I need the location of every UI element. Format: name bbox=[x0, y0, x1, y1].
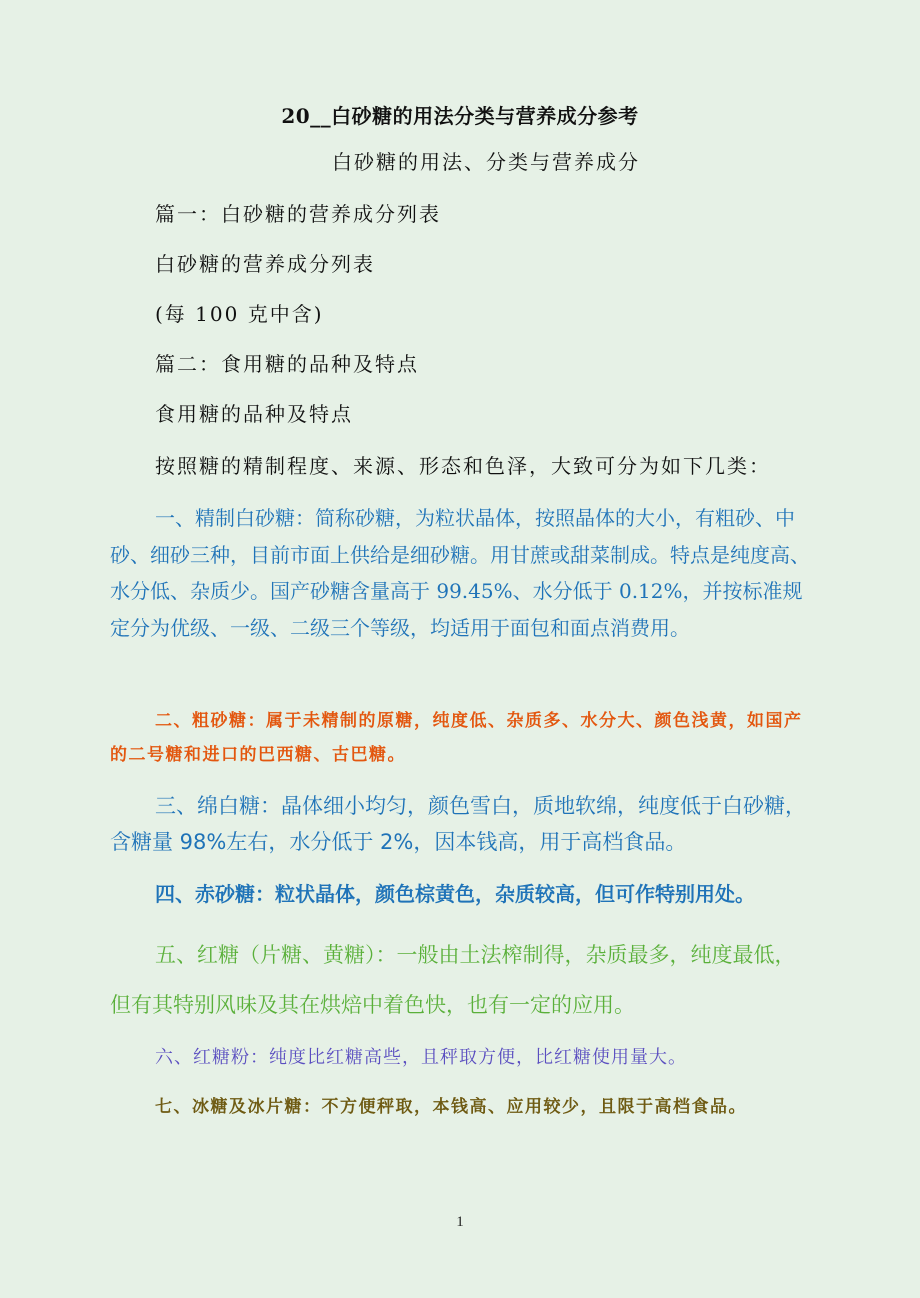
paragraph-rock-sugar: 七、冰糖及冰片糖：不方便秤取，本钱高、应用较少，且限于高档食品。 bbox=[155, 1097, 747, 1117]
intro-sentence: 按照糖的精制程度、来源、形态和色泽，大致可分为如下几类： bbox=[155, 454, 771, 478]
paragraph-refined-white-sugar: 一、精制白砂糖：简称砂糖，为粒状晶体，按照晶体的大小，有粗砂、中砂、细砂三种，目前市面上供给是细砂糖。用甘蔗或甜菜制成。特点是纯度高、水分低、杂质少。国产砂糖含量高于 99.45%、水分低于 0.12%，并按标准规定分为优级、一级、二级三个等级，均适用于面包和面点消费用。 bbox=[110, 506, 810, 640]
page-number: 1 bbox=[456, 1214, 464, 1230]
paragraph-brown-sugar-powder: 六、红糖粉：纯度比红糖高些，且秤取方便，比红糖使用量大。 bbox=[155, 1047, 687, 1068]
paragraph-brown-sugar: 五、红糖（片糖、黄糖）：一般由土法榨制得，杂质最多，纯度最低，但有其特别风味及其在烘焙中着色快，也有一定的应用。 bbox=[110, 943, 796, 1017]
table-note: (每 100 克中含) bbox=[155, 302, 324, 326]
paragraph-soft-white-sugar: 三、绵白糖：晶体细小均匀，颜色雪白，质地软绵，纯度低于白砂糖，含糖量 98%左右，水分低于 2%，因本钱高，用于高档食品。 bbox=[110, 794, 806, 854]
table-caption: 白砂糖的营养成分列表 bbox=[155, 252, 375, 276]
document-subtitle: 白砂糖的用法、分类与营养成分 bbox=[332, 150, 640, 174]
document-title: 20__白砂糖的用法分类与营养成分参考 bbox=[281, 104, 639, 128]
section-heading-2: 篇二：食用糖的品种及特点 bbox=[155, 352, 419, 376]
section-subheading: 食用糖的品种及特点 bbox=[155, 402, 353, 426]
paragraph-brown-granulated-sugar: 四、赤砂糖：粒状晶体，颜色棕黄色，杂质较高，但可作特别用处。 bbox=[155, 882, 755, 906]
section-heading-1: 篇一：白砂糖的营养成分列表 bbox=[155, 202, 441, 226]
paragraph-raw-sugar: 二、粗砂糖：属于未精制的原糖，纯度低、杂质多、水分大、颜色浅黄，如国产的二号糖和进口的巴西糖、古巴糖。 bbox=[110, 711, 803, 765]
